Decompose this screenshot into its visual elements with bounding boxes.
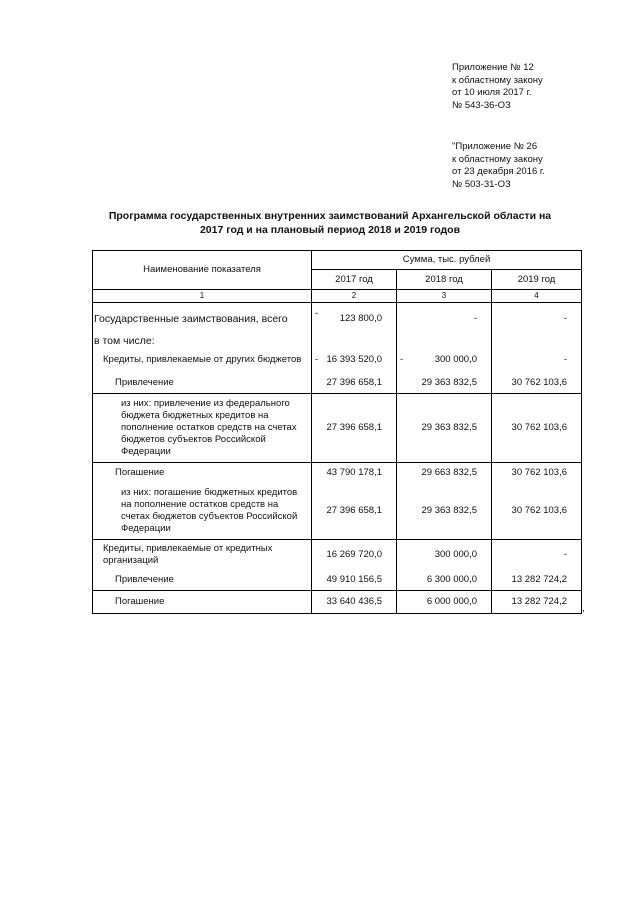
- appendix-previous-note: [452, 141, 545, 191]
- row-budget-attract-2018: 29 363 832,5: [397, 373, 492, 394]
- appendix-current-note: [452, 62, 543, 112]
- table-row: [93, 303, 582, 326]
- row-credit-repay-2018: 6 000 000,0: [397, 591, 492, 614]
- row-budget-loans-2017: 16 393 520,0: [326, 354, 382, 365]
- row-credit-attract-2019: 13 282 724,2: [492, 570, 582, 591]
- document-title: [80, 209, 580, 237]
- row-budget-loans-2018: 300 000,0: [434, 354, 477, 365]
- appendix-current-line1: Приложение № 12: [452, 62, 534, 73]
- appendix-current-line3: от 10 июля 2017 г.: [452, 87, 532, 98]
- row-budget-repay-2019: 30 762 103,6: [492, 463, 582, 484]
- table-row: [93, 325, 582, 347]
- row-credit-repay-2017: 33 640 436,5: [312, 591, 397, 614]
- trailing-mark: ,: [582, 603, 585, 614]
- row-budget-attract-fed-label: из них: привлечение из федерального бюджета бюджетных кредитов на пополнение остатков средств на счетах бюджетов субъектов Российской Федерации: [93, 394, 312, 463]
- row-credit-attract-2017: 49 910 156,5: [312, 570, 397, 591]
- row-credit-loans-2018: 300 000,0: [397, 540, 492, 571]
- row-budget-repay-sub-2018: 29 363 832,5: [397, 483, 492, 540]
- row-budget-loans-label: Кредиты, привлекаемые от других бюджетов: [93, 347, 312, 373]
- col-number-3: 3: [397, 290, 492, 303]
- header-indicator: Наименование показателя: [93, 251, 312, 290]
- appendix-previous-line1: "Приложение № 26: [452, 141, 538, 152]
- row-budget-attract-fed-2019: 30 762 103,6: [492, 394, 582, 463]
- appendix-previous-line4: № 503-31-ОЗ: [452, 178, 511, 190]
- table-row: [93, 347, 582, 373]
- row-budget-loans-lead-2017: -: [315, 354, 319, 365]
- row-budget-attract-2017: 27 396 658,1: [312, 373, 397, 394]
- row-including-label: в том числе:: [93, 325, 312, 347]
- row-total-lead: -: [315, 308, 319, 319]
- col-number-2: 2: [312, 290, 397, 303]
- table-row: [93, 373, 582, 394]
- title-line1: Программа государственных внутренних заимствований Архангельской области на: [108, 210, 552, 222]
- col-number-1: 1: [93, 290, 312, 303]
- appendix-current-line2: к областному закону: [452, 74, 543, 86]
- table-row: [93, 540, 582, 571]
- row-total-label: Государственные заимствования, всего: [93, 303, 312, 326]
- row-credit-repay-2019: 13 282 724,2: [492, 591, 582, 614]
- header-2017: 2017 год: [312, 270, 397, 290]
- appendix-current-line4: № 543-36-ОЗ: [452, 99, 511, 111]
- row-budget-repay-sub-2017: 27 396 658,1: [312, 483, 397, 540]
- header-sum-group: Сумма, тыс. рублей: [312, 251, 582, 270]
- row-budget-repay-2018: 29 663 832,5: [397, 463, 492, 484]
- row-budget-loans-lead-2018: -: [400, 354, 404, 365]
- header-2018: 2018 год: [397, 270, 492, 290]
- row-credit-loans-label: Кредиты, привлекаемые от кредитных организаций: [93, 540, 312, 571]
- row-budget-attract-fed-2017: 27 396 658,1: [312, 394, 397, 463]
- col-number-4: 4: [492, 290, 582, 303]
- row-budget-repay-sub-2019: 30 762 103,6: [492, 483, 582, 540]
- row-budget-attract-fed-2018: 29 363 832,5: [397, 394, 492, 463]
- row-credit-repay-label: Погашение: [93, 591, 312, 614]
- row-budget-attract-label: Привлечение: [93, 373, 312, 394]
- header-2019: 2019 год: [492, 270, 582, 290]
- row-budget-repay-2017: 43 790 178,1: [312, 463, 397, 484]
- row-credit-loans-2019: -: [492, 540, 582, 571]
- row-credit-attract-2018: 6 300 000,0: [397, 570, 492, 591]
- table-row: [93, 463, 582, 484]
- table-row: [93, 483, 582, 540]
- title-line2: 2017 год и на плановый период 2018 и 2019 годов: [199, 224, 461, 236]
- table-row: [93, 394, 582, 463]
- row-budget-attract-2019: 30 762 103,6: [492, 373, 582, 394]
- appendix-previous-line2: к областному закону: [452, 153, 543, 165]
- row-budget-repay-sub-label: из них: погашение бюджетных кредитов на пополнение остатков средств на счетах бюджетов субъектов Российской Федерации: [93, 483, 312, 540]
- borrowing-program-table: [92, 250, 582, 614]
- row-budget-repay-label: Погашение: [93, 463, 312, 484]
- table-row: [93, 591, 582, 614]
- row-credit-loans-2017: 16 269 720,0: [312, 540, 397, 571]
- row-credit-attract-label: Привлечение: [93, 570, 312, 591]
- row-total-2017: 123 800,0: [339, 313, 382, 324]
- table-row: [93, 570, 582, 591]
- row-budget-loans-2019: -: [492, 347, 582, 373]
- row-total-2019: -: [492, 303, 582, 326]
- row-total-2018: -: [397, 303, 492, 326]
- appendix-previous-line3: от 23 декабря 2016 г.: [452, 166, 545, 177]
